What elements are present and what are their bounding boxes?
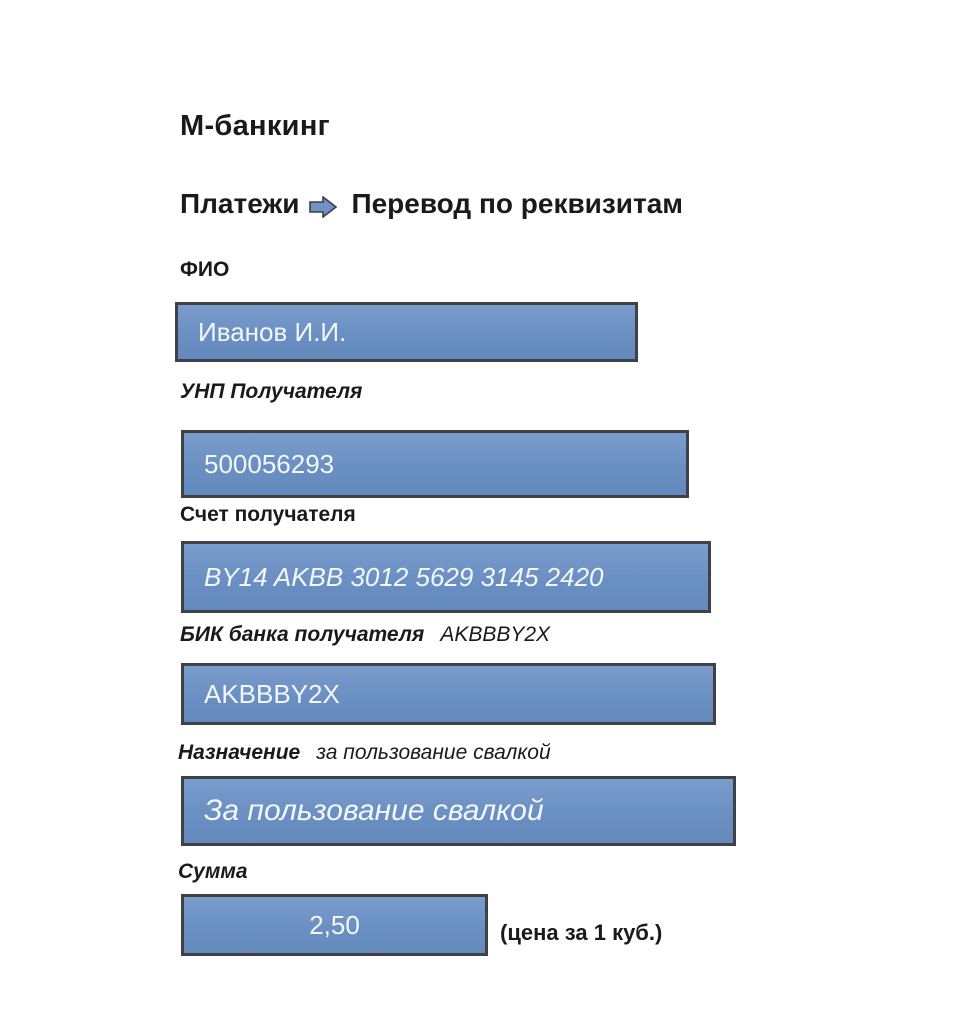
amount-label: Сумма bbox=[178, 860, 248, 883]
unp-field[interactable]: 500056293 bbox=[181, 430, 689, 498]
breadcrumb-page-title: Перевод по реквизитам bbox=[351, 188, 684, 219]
breadcrumb bbox=[180, 188, 683, 220]
bik-label bbox=[180, 623, 550, 647]
bik-label-text: БИК банка получателя bbox=[180, 623, 425, 646]
purpose-label bbox=[178, 741, 551, 765]
purpose-label-text: Назначение bbox=[178, 741, 301, 764]
bik-field[interactable]: AKBBBY2X bbox=[181, 663, 716, 725]
fio-field[interactable]: Иванов И.И. bbox=[175, 302, 638, 362]
app-title: М-банкинг bbox=[180, 110, 331, 142]
breadcrumb-section-payments[interactable]: Платежи bbox=[180, 188, 300, 219]
account-field[interactable]: BY14 AKBB 3012 5629 3145 2420 bbox=[181, 541, 711, 613]
account-label: Счет получателя bbox=[180, 503, 356, 526]
purpose-hint: за пользование свалкой bbox=[316, 741, 551, 764]
bik-hint: AKBBBY2X bbox=[440, 623, 551, 646]
purpose-field[interactable]: За пользование свалкой bbox=[181, 776, 736, 846]
arrow-right-icon bbox=[309, 193, 337, 215]
unp-label: УНП Получателя bbox=[180, 380, 363, 403]
fio-label: ФИО bbox=[180, 258, 230, 281]
amount-note: (цена за 1 куб.) bbox=[500, 920, 663, 945]
amount-field[interactable]: 2,50 bbox=[181, 894, 488, 956]
